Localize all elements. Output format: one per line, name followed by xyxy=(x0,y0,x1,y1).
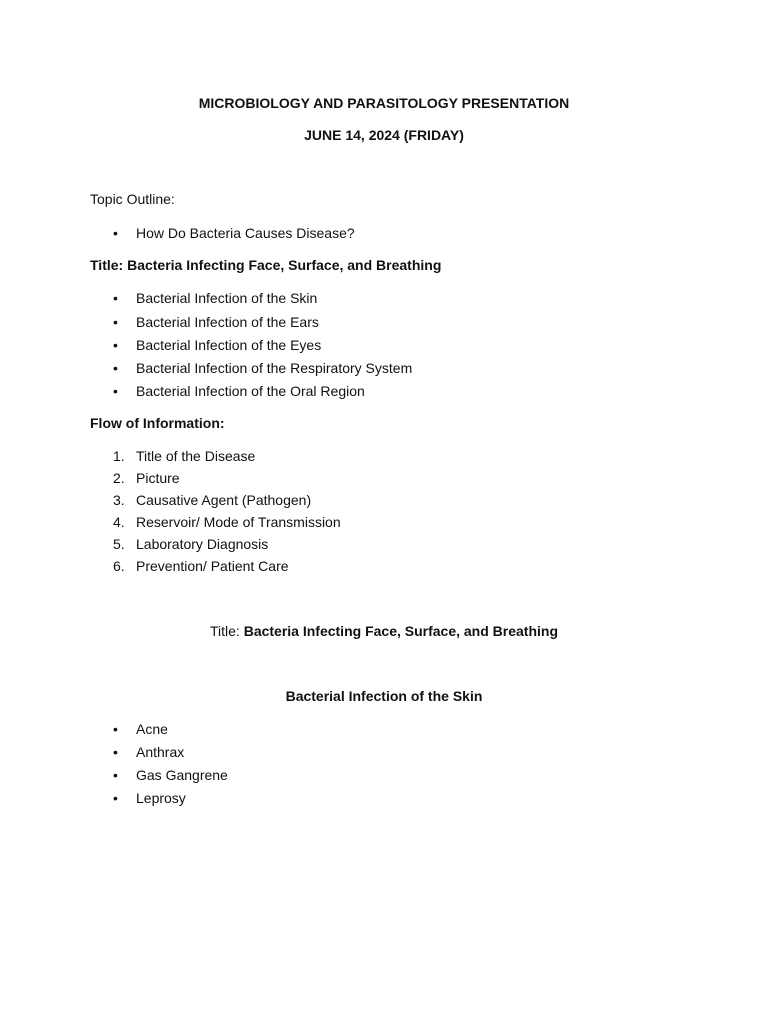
topic-outline-label: Topic Outline: xyxy=(90,191,175,207)
centered-title-text: Bacteria Infecting Face, Surface, and Breathing xyxy=(243,623,559,639)
document-page: MICROBIOLOGY AND PARASITOLOGY PRESENTATION JUNE 14, 2024 (FRIDAY) Topic Outline: • How Do Bacteria Causes Disease? Title: Bacteria Infecting Face, Surface, and Breathing • Bacterial Infection of the Skin • Bacterial Infection of the Ears • Bacterial Infection of the Eyes • Bacterial Infection of the Respiratory System • Bacterial Infection of the Oral Region Flow of Information: 1. Title of the Disease 2. Picture 3. Causative Agent (Pathogen) 4. Reservoir/ Mode of Transmission 5. Laboratory Diagnosis 6. Prevention/ Patient Care Title: Bacteria Infecting Face, Surface, and Breathing Bacterial Infection of the Skin • Acne • Anthrax • Gas Gangrene • Leprosy xyxy=(0,0,768,1024)
skin-section-heading: Bacterial Infection of the Skin xyxy=(285,688,483,704)
bullet-icon: • xyxy=(113,383,118,399)
centered-title-prefix: Title: xyxy=(209,623,244,639)
bullet-icon: • xyxy=(113,337,118,353)
bullet-icon: • xyxy=(113,767,118,783)
document-title: MICROBIOLOGY AND PARASITOLOGY PRESENTATION xyxy=(198,95,570,111)
bullet-icon: • xyxy=(113,721,118,737)
bullet-icon: • xyxy=(113,290,118,306)
bullet-icon: • xyxy=(113,360,118,376)
bullet-icon: • xyxy=(113,314,118,330)
flow-label: Flow of Information: xyxy=(90,415,225,431)
title-section-label: Title: Bacteria Infecting Face, Surface, and Breathing xyxy=(90,257,442,273)
centered-title xyxy=(0,622,768,640)
bullet-icon: • xyxy=(113,225,118,241)
bullet-icon: • xyxy=(113,744,118,760)
document-date: JUNE 14, 2024 (FRIDAY) xyxy=(304,127,464,143)
bullet-icon: • xyxy=(113,790,118,806)
